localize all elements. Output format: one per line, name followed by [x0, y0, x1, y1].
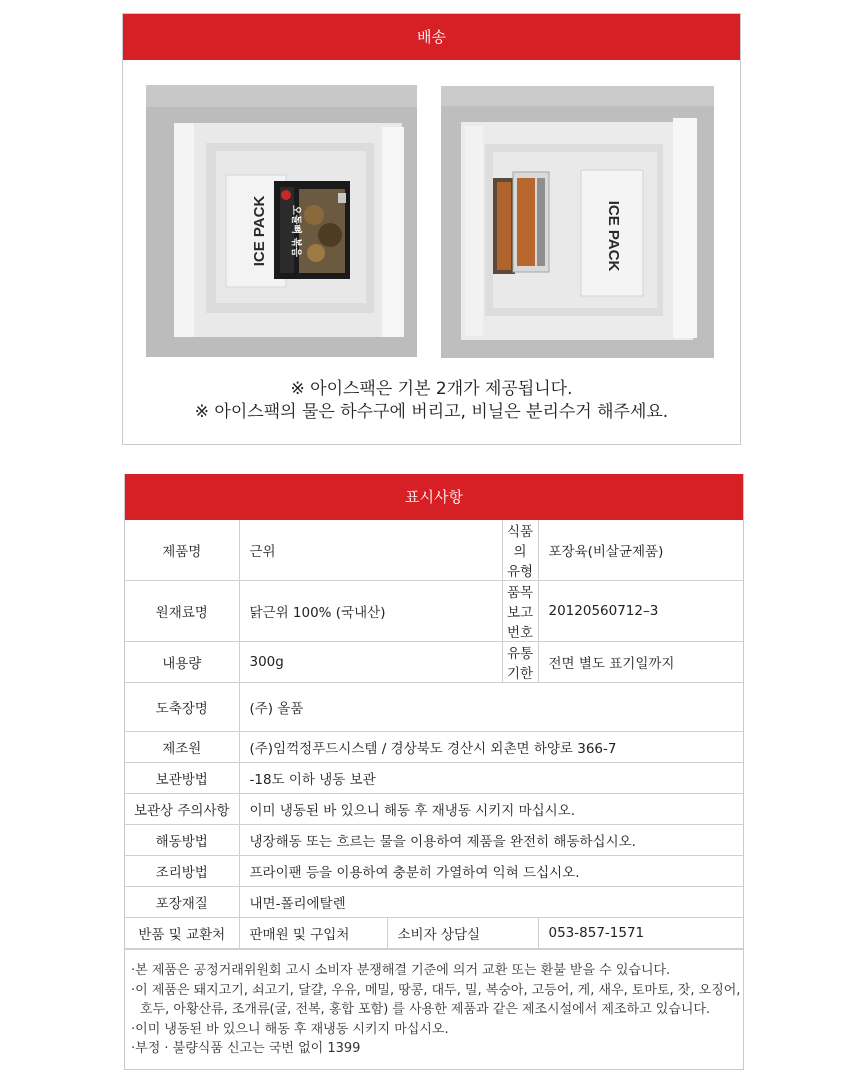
- label-footnotes: [125, 949, 743, 1069]
- product-name-text: 오돌뼈 볶음: [290, 205, 301, 257]
- note-ice-pack-count: ※ 아이스팩은 기본 2개가 제공됩니다.: [290, 379, 573, 399]
- label-key: 식품의 유형: [502, 520, 538, 581]
- delivery-photo-ice-pack: [441, 86, 714, 358]
- footnote-report: ·부정 · 불량식품 신고는 국번 없이 1399: [131, 1041, 361, 1056]
- footnote-refund: ·본 제품은 공정거래위원회 고시 소비자 분쟁해결 기준에 의거 교환 또는 환불 받을 수 있습니다.: [131, 963, 671, 978]
- label-key: 내용량: [125, 642, 239, 683]
- label-key: 포장재질: [125, 887, 239, 918]
- label-value: 300g: [239, 642, 502, 683]
- label-key: 원재료명: [125, 581, 239, 642]
- note-ice-pack-disposal: ※ 아이스팩의 물은 하수구에 버리고, 비닐은 분리수거 해주세요.: [194, 402, 669, 422]
- label-value: 이미 냉동된 바 있으니 해동 후 재냉동 시키지 마십시오.: [239, 794, 743, 825]
- label-key: 유통기한: [502, 642, 538, 683]
- label-key: 품목보고번호: [502, 581, 538, 642]
- label-value: 근위: [239, 520, 502, 581]
- table-row: [125, 732, 743, 763]
- product-tray: [274, 181, 350, 279]
- label-key: 제조원: [125, 732, 239, 763]
- label-key: 제품명: [125, 520, 239, 581]
- label-key: 보관상 주의사항: [125, 794, 239, 825]
- label-key: 소비자 상담실: [387, 918, 538, 949]
- table-row: [125, 581, 743, 642]
- delivery-section: [122, 13, 741, 445]
- label-value: -18도 이하 냉동 보관: [239, 763, 743, 794]
- table-row: [125, 856, 743, 887]
- label-value: (주) 올품: [239, 683, 743, 732]
- table-row: [125, 763, 743, 794]
- table-row: [125, 825, 743, 856]
- delivery-title: 배송: [123, 14, 740, 60]
- delivery-notes: [123, 378, 740, 424]
- label-section: [124, 474, 744, 1070]
- table-row: [125, 520, 743, 581]
- ice-pack: [581, 170, 643, 296]
- label-title: 표시사항: [125, 474, 743, 520]
- table-row: [125, 887, 743, 918]
- product-packs: [493, 172, 549, 274]
- label-key: 반품 및 교환처: [125, 918, 239, 949]
- label-value: 냉장해동 또는 흐르는 물을 이용하여 제품을 완전히 해동하십시오.: [239, 825, 743, 856]
- label-key: 해동방법: [125, 825, 239, 856]
- ice-pack-label: ICE PACK: [605, 200, 622, 272]
- table-row: [125, 642, 743, 683]
- label-value: 20120560712–3: [538, 581, 743, 642]
- label-table: [125, 520, 743, 949]
- label-value: 닭근위 100% (국내산): [239, 581, 502, 642]
- table-row: [125, 794, 743, 825]
- footnote-allergen-cont: 호두, 아황산류, 조개류(굴, 전복, 홍합 포함) 를 사용한 제품과 같은 제조시설에서 제조하고 있습니다.: [140, 1002, 711, 1017]
- ice-pack-label: ICE PACK: [251, 195, 268, 267]
- label-value: 053-857-1571: [538, 918, 743, 949]
- footnote-allergen: ·이 제품은 돼지고기, 쇠고기, 달걀, 우유, 메밀, 땅콩, 대두, 밀, 복숭아, 고등어, 게, 새우, 토마토, 잣, 오징어,: [131, 982, 741, 998]
- label-key: 조리방법: [125, 856, 239, 887]
- table-row: [125, 918, 743, 949]
- footnote-refreeze: ·이미 냉동된 바 있으니 해동 후 재냉동 시키지 마십시오.: [131, 1021, 449, 1037]
- table-row: [125, 683, 743, 732]
- label-value: 내면-폴리에탈렌: [239, 887, 743, 918]
- label-key: 보관방법: [125, 763, 239, 794]
- label-value: (주)임꺽정푸드시스템 / 경상북도 경산시 외촌면 하양로 366-7: [239, 732, 743, 763]
- label-key: 도축장명: [125, 683, 239, 732]
- label-value: 포장육(비살균제품): [538, 520, 743, 581]
- label-value: 전면 별도 표기일까지: [538, 642, 743, 683]
- label-value: 판매원 및 구입처: [239, 918, 387, 949]
- delivery-photo-product-pack: [146, 85, 417, 357]
- label-value: 프라이팬 등을 이용하여 충분히 가열하여 익혀 드십시오.: [239, 856, 743, 887]
